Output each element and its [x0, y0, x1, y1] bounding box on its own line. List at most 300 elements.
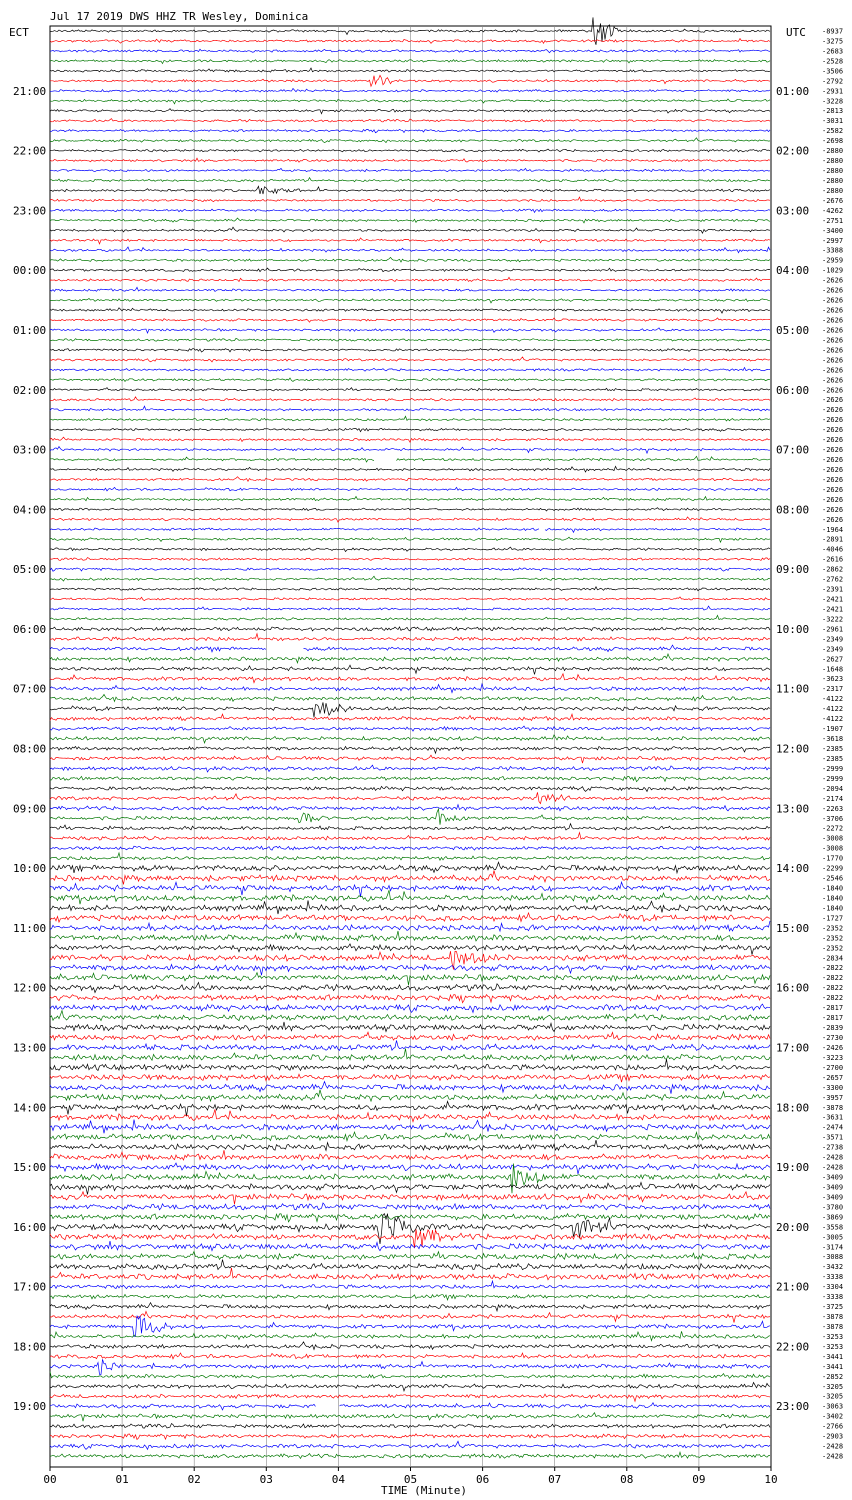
- trace-row: [50, 1059, 770, 1070]
- row-value-label: -3228: [822, 97, 844, 106]
- row-value-label: -3205: [822, 1392, 844, 1401]
- trace-row: [50, 547, 770, 551]
- trace-row: [50, 497, 770, 501]
- row-value-label: -3618: [822, 735, 844, 744]
- trace-row: [50, 328, 770, 333]
- row-value-label: -2657: [822, 1073, 844, 1082]
- row-value-label: -2676: [822, 196, 844, 205]
- row-value-label: -3088: [822, 1253, 844, 1262]
- x-tick-label: 08: [620, 1473, 634, 1486]
- trace-row: [50, 277, 770, 281]
- trace-row: [50, 508, 770, 511]
- right-hour-label: 18:00: [776, 1101, 810, 1115]
- minute-grid: [50, 26, 771, 1467]
- row-value-label: -3571: [822, 1133, 844, 1142]
- row-value-label: -2959: [822, 256, 844, 265]
- trace-row: [50, 921, 770, 931]
- row-value-label: -3432: [822, 1263, 844, 1272]
- row-value-label: -1648: [822, 665, 844, 674]
- trace-row: [50, 913, 770, 922]
- left-hour-label: 02:00: [13, 383, 47, 397]
- row-value-label: -2626: [822, 416, 844, 425]
- right-hour-label: 21:00: [776, 1280, 810, 1294]
- trace-row: [50, 447, 770, 454]
- row-value-label: -2683: [822, 47, 844, 56]
- row-value-label: -1840: [822, 884, 844, 893]
- row-value-labels: [822, 28, 843, 1461]
- right-hour-label: 12:00: [776, 742, 810, 756]
- row-value-label: -2626: [822, 296, 844, 305]
- trace-row: [50, 1132, 770, 1141]
- trace-row: [50, 665, 770, 674]
- row-value-label: -2738: [822, 1143, 844, 1152]
- row-value-label: -3174: [822, 1243, 844, 1252]
- trace-row: [50, 951, 770, 969]
- trace-row: [50, 49, 770, 53]
- trace-row: [50, 1434, 770, 1440]
- trace-row: [50, 349, 770, 352]
- row-value-label: -3623: [822, 675, 844, 684]
- trace-row: [50, 247, 770, 253]
- left-hour-label: 11:00: [13, 921, 47, 935]
- row-value-label: -1770: [822, 854, 844, 863]
- row-value-label: -3878: [822, 1322, 844, 1331]
- trace-row: [50, 558, 770, 561]
- trace-row: [50, 702, 770, 717]
- trace-row: [50, 238, 770, 244]
- right-hour-label: 13:00: [776, 802, 810, 816]
- trace-row: [50, 1383, 770, 1391]
- row-value-label: -2880: [822, 176, 844, 185]
- trace-row: [50, 1295, 770, 1300]
- trace-row: [50, 397, 770, 401]
- left-hour-label: 03:00: [13, 443, 47, 457]
- row-value-label: -3300: [822, 1083, 844, 1092]
- row-value-label: -3409: [822, 1193, 844, 1202]
- trace-row: [50, 178, 770, 182]
- trace-row: [50, 1452, 770, 1458]
- left-hour-label: 14:00: [13, 1101, 47, 1115]
- trace-row: [50, 1311, 770, 1322]
- trace-row: [50, 726, 770, 731]
- trace-row: [50, 944, 770, 955]
- x-axis-title: TIME (Minute): [380, 1484, 468, 1497]
- row-value-label: -2880: [822, 147, 844, 156]
- row-value-label: -2391: [822, 585, 844, 594]
- trace-row: [50, 1359, 770, 1374]
- row-value-label: -2626: [822, 386, 844, 395]
- trace-row: [50, 1163, 770, 1174]
- trace-row: [50, 318, 770, 322]
- row-value-label: -2698: [822, 137, 844, 146]
- row-value-label: -2880: [822, 167, 844, 176]
- trace-row: [50, 1022, 770, 1032]
- right-hour-label: 20:00: [776, 1220, 810, 1234]
- right-hour-label: 22:00: [776, 1340, 810, 1354]
- row-value-label: -3957: [822, 1093, 844, 1102]
- trace-row: [50, 466, 770, 472]
- trace-row: [50, 60, 770, 64]
- left-hour-label: 19:00: [13, 1400, 47, 1414]
- row-value-label: -2626: [822, 515, 844, 524]
- row-value-label: -2880: [822, 186, 844, 195]
- row-value-label: -3869: [822, 1213, 844, 1222]
- trace-row: [50, 606, 770, 610]
- trace-row: [50, 487, 770, 491]
- right-hour-label: 17:00: [776, 1041, 810, 1055]
- trace-row: [50, 587, 770, 591]
- left-hour-label: 21:00: [13, 84, 47, 98]
- row-value-label: -2352: [822, 944, 844, 953]
- row-value-label: -3253: [822, 1332, 844, 1341]
- trace-row: [50, 1342, 770, 1350]
- row-value-label: -2428: [822, 1452, 844, 1461]
- row-value-label: -3008: [822, 834, 844, 843]
- row-value-label: -2880: [822, 157, 844, 166]
- row-value-label: -3725: [822, 1303, 844, 1312]
- right-hour-label: 08:00: [776, 503, 810, 517]
- x-tick-label: 00: [43, 1473, 57, 1486]
- trace-row: [50, 846, 770, 850]
- trace-row: [50, 615, 770, 620]
- trace-row: [50, 931, 770, 941]
- x-tick-label: 04: [331, 1473, 346, 1486]
- trace-row: [50, 568, 770, 571]
- row-value-label: -3222: [822, 615, 844, 624]
- trace-row: [50, 406, 770, 411]
- row-value-label: -2626: [822, 286, 844, 295]
- row-value-label: -2626: [822, 436, 844, 445]
- trace-row: [50, 1372, 770, 1379]
- right-hour-label: 04:00: [776, 264, 810, 278]
- trace-row: [50, 1268, 770, 1280]
- trace-row: [50, 1403, 770, 1410]
- trace-row: [50, 1120, 770, 1134]
- trace-row: [50, 973, 770, 986]
- row-value-label: -4262: [822, 206, 844, 215]
- row-value-label: -3338: [822, 1273, 844, 1282]
- row-value-label: -2822: [822, 984, 844, 993]
- trace-row: [50, 833, 770, 840]
- row-value-label: -2817: [822, 1014, 844, 1023]
- trace-row: [50, 268, 770, 272]
- row-value-label: -3878: [822, 1103, 844, 1112]
- row-value-label: -3558: [822, 1223, 844, 1232]
- row-value-label: -3253: [822, 1342, 844, 1351]
- row-value-label: -2428: [822, 1163, 844, 1172]
- trace-row: [50, 477, 770, 482]
- row-value-label: -2263: [822, 804, 844, 813]
- row-value-label: -2626: [822, 426, 844, 435]
- row-value-label: -2822: [822, 994, 844, 1003]
- row-value-label: -2349: [822, 645, 844, 654]
- seismic-traces: [50, 17, 770, 1458]
- trace-row: [50, 257, 770, 262]
- trace-row: [50, 158, 770, 162]
- row-value-label: -3008: [822, 844, 844, 853]
- trace-row: [50, 75, 770, 86]
- trace-row: [50, 129, 770, 132]
- row-value-label: -2999: [822, 764, 844, 773]
- row-value-label: -2272: [822, 824, 844, 833]
- trace-row: [50, 209, 770, 212]
- row-value-label: -2626: [822, 376, 844, 385]
- row-value-label: -2626: [822, 366, 844, 375]
- trace-row: [50, 1331, 770, 1340]
- x-tick-label: 02: [187, 1473, 201, 1486]
- row-value-label: -2839: [822, 1024, 844, 1033]
- trace-row: [50, 1192, 770, 1205]
- row-value-label: -2421: [822, 595, 844, 604]
- row-value-label: -4122: [822, 715, 844, 724]
- row-value-label: -3031: [822, 117, 844, 126]
- trace-row: [50, 634, 770, 641]
- trace-row: [50, 1049, 770, 1061]
- trace-row: [50, 684, 770, 693]
- trace-row: [50, 714, 770, 720]
- trace-row: [50, 1004, 770, 1012]
- trace-row: [50, 537, 770, 542]
- right-hour-label: 06:00: [776, 383, 810, 397]
- trace-row: [50, 1252, 770, 1260]
- right-hour-label: 23:00: [776, 1400, 810, 1414]
- trace-row: [50, 149, 770, 152]
- trace-row: [50, 965, 770, 976]
- right-timezone-label: UTC: [786, 26, 806, 39]
- trace-row: [50, 218, 770, 223]
- trace-row: [50, 99, 770, 104]
- trace-row: [50, 1203, 770, 1210]
- x-tick-label: 10: [764, 1473, 778, 1486]
- row-value-label: -3878: [822, 1313, 844, 1322]
- row-value-label: -2834: [822, 954, 844, 963]
- trace-row: [50, 1260, 770, 1270]
- row-value-label: -3506: [822, 67, 844, 76]
- trace-row: [50, 1316, 770, 1337]
- row-value-label: -2626: [822, 456, 844, 465]
- left-hour-label: 23:00: [13, 204, 47, 218]
- row-value-label: -3402: [822, 1412, 844, 1421]
- row-value-label: -2626: [822, 465, 844, 474]
- trace-row: [50, 1150, 770, 1160]
- x-tick-label: 09: [692, 1473, 706, 1486]
- left-hour-label: 04:00: [13, 503, 47, 517]
- right-hour-label: 02:00: [776, 144, 810, 158]
- row-value-label: -2626: [822, 475, 844, 484]
- trace-row: [50, 1109, 770, 1121]
- trace-row: [50, 765, 770, 772]
- row-value-label: -2627: [822, 655, 844, 664]
- row-value-label: -2426: [822, 1043, 844, 1052]
- row-value-label: -2626: [822, 326, 844, 335]
- row-value-label: -2852: [822, 1372, 844, 1381]
- right-hour-label: 01:00: [776, 84, 810, 98]
- left-hour-label: 15:00: [13, 1161, 47, 1175]
- right-hour-label: 09:00: [776, 563, 810, 577]
- trace-row: [50, 776, 770, 781]
- row-value-label: -3304: [822, 1283, 844, 1292]
- row-value-label: -2792: [822, 77, 844, 86]
- trace-row: [50, 168, 770, 171]
- trace-row: [50, 89, 770, 93]
- row-value-label: -2352: [822, 924, 844, 933]
- right-hour-label: 05:00: [776, 323, 810, 337]
- trace-row: [50, 1074, 770, 1082]
- trace-row: [50, 654, 770, 663]
- row-value-label: -3205: [822, 1382, 844, 1391]
- trace-row: [50, 747, 770, 754]
- trace-row: [50, 1303, 770, 1311]
- trace-row: [50, 1182, 770, 1194]
- right-hour-label: 16:00: [776, 981, 810, 995]
- trace-row: [50, 853, 770, 860]
- row-value-label: -2822: [822, 964, 844, 973]
- row-value-label: -2174: [822, 794, 844, 803]
- row-value-label: -3223: [822, 1053, 844, 1062]
- row-value-label: -2626: [822, 446, 844, 455]
- trace-row: [50, 824, 770, 830]
- trace-row: [50, 197, 770, 202]
- chart-title: Jul 17 2019 DWS HHZ TR Wesley, Dominica: [50, 10, 309, 23]
- row-value-label: -2817: [822, 1004, 844, 1013]
- left-hour-label: 06:00: [13, 622, 47, 636]
- row-value-label: -3338: [822, 1293, 844, 1302]
- row-value-label: -2931: [822, 87, 844, 96]
- trace-row: [50, 416, 770, 421]
- trace-row: [50, 456, 770, 462]
- row-value-label: -4122: [822, 695, 844, 704]
- row-value-label: -3409: [822, 1183, 844, 1192]
- left-hour-label: 00:00: [13, 264, 47, 278]
- row-value-label: -4046: [822, 545, 844, 554]
- trace-row: [50, 674, 770, 683]
- left-hour-label: 22:00: [13, 144, 47, 158]
- trace-row: [50, 1413, 770, 1422]
- left-hour-label: 10:00: [13, 862, 47, 876]
- row-value-label: -2891: [822, 535, 844, 544]
- trace-row: [50, 1241, 770, 1251]
- left-hour-labels: [13, 85, 46, 1413]
- trace-row: [50, 1101, 770, 1116]
- left-hour-label: 08:00: [13, 742, 47, 756]
- row-value-label: -3400: [822, 226, 844, 235]
- row-value-label: -2700: [822, 1063, 844, 1072]
- trace-row: [50, 994, 770, 1002]
- left-hour-label: 16:00: [13, 1220, 47, 1234]
- trace-row: [50, 528, 770, 532]
- row-value-label: -1029: [822, 266, 844, 275]
- row-value-label: -2626: [822, 396, 844, 405]
- trace-row: [50, 119, 770, 122]
- trace-row: [50, 1082, 770, 1094]
- trace-row: [50, 627, 770, 631]
- trace-row: [50, 1090, 770, 1102]
- right-hour-label: 10:00: [776, 622, 810, 636]
- left-hour-label: 17:00: [13, 1280, 47, 1294]
- trace-row: [50, 437, 770, 442]
- trace-row: [50, 186, 770, 194]
- right-hour-labels: [776, 85, 809, 1413]
- trace-row: [50, 597, 770, 601]
- row-value-label: -2626: [822, 316, 844, 325]
- right-hour-label: 11:00: [776, 682, 810, 696]
- trace-row: [50, 755, 770, 763]
- trace-row: [50, 882, 770, 897]
- trace-row: [50, 1214, 770, 1222]
- row-value-label: -3441: [822, 1352, 844, 1361]
- row-value-label: -1907: [822, 725, 844, 734]
- row-value-label: -2385: [822, 754, 844, 763]
- row-value-label: -2349: [822, 635, 844, 644]
- trace-row: [50, 1032, 770, 1040]
- x-tick-label: 07: [548, 1473, 562, 1486]
- row-value-label: -3780: [822, 1203, 844, 1212]
- left-timezone-label: ECT: [9, 26, 29, 39]
- trace-row: [50, 805, 770, 811]
- row-value-label: -2626: [822, 336, 844, 345]
- trace-row: [50, 871, 770, 885]
- row-value-label: -2616: [822, 555, 844, 564]
- row-value-label: -3005: [822, 1233, 844, 1242]
- row-value-label: -2317: [822, 685, 844, 694]
- right-hour-label: 14:00: [776, 862, 810, 876]
- row-value-label: -2582: [822, 127, 844, 136]
- trace-row: [50, 1353, 770, 1359]
- x-tick-label: 03: [259, 1473, 273, 1486]
- row-value-label: -2626: [822, 356, 844, 365]
- row-value-label: -2474: [822, 1123, 844, 1132]
- trace-row: [50, 792, 770, 803]
- row-value-label: -4122: [822, 705, 844, 714]
- trace-row: [50, 368, 770, 372]
- row-value-label: -2385: [822, 745, 844, 753]
- row-value-label: -1840: [822, 904, 844, 913]
- row-value-label: -2626: [822, 276, 844, 285]
- row-value-label: -2997: [822, 236, 844, 245]
- trace-row: [50, 1040, 770, 1050]
- row-value-label: -2903: [822, 1432, 844, 1441]
- row-value-label: -1727: [822, 914, 844, 923]
- row-value-label: -2094: [822, 784, 844, 793]
- row-value-label: -2428: [822, 1442, 844, 1451]
- trace-row: [50, 109, 770, 114]
- trace-row: [50, 1394, 770, 1401]
- left-hour-label: 12:00: [13, 981, 47, 995]
- row-value-label: -3441: [822, 1362, 844, 1371]
- trace-row: [50, 735, 770, 743]
- left-hour-label: 07:00: [13, 682, 47, 696]
- row-value-label: -2813: [822, 107, 844, 116]
- row-value-label: -2352: [822, 934, 844, 943]
- trace-row: [50, 694, 770, 701]
- left-hour-label: 18:00: [13, 1340, 47, 1354]
- row-value-label: -3631: [822, 1113, 844, 1122]
- row-value-label: -2421: [822, 605, 844, 614]
- row-value-label: -8937: [822, 27, 844, 36]
- trace-row: [50, 983, 770, 993]
- left-hour-label: 05:00: [13, 563, 47, 577]
- row-value-label: -2766: [822, 1422, 844, 1431]
- row-value-label: -2961: [822, 625, 844, 634]
- row-value-label: -2626: [822, 495, 844, 504]
- x-tick-label: 06: [475, 1473, 490, 1486]
- trace-row: [50, 900, 770, 914]
- x-tick-label: 05: [403, 1473, 418, 1486]
- trace-row: [50, 357, 770, 362]
- row-value-label: -1964: [822, 525, 844, 534]
- row-value-label: -3409: [822, 1173, 844, 1182]
- row-value-label: -2862: [822, 565, 844, 574]
